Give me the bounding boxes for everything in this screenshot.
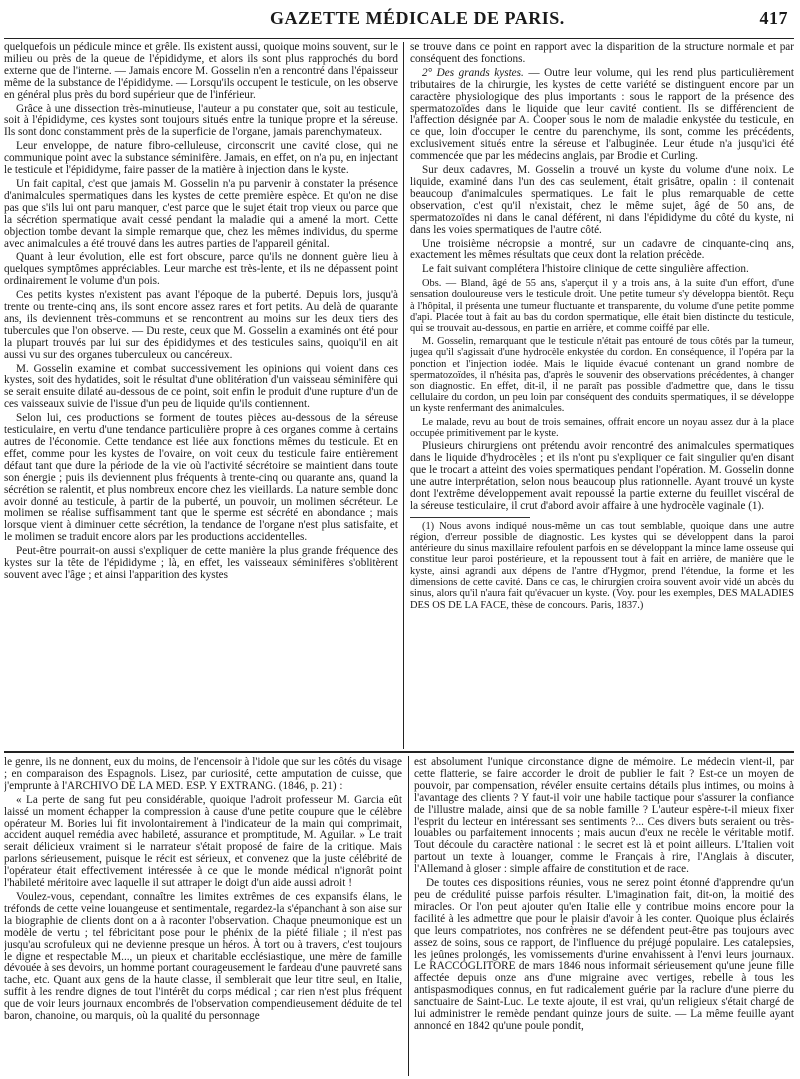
paragraph: Grâce à une dissection très-minutieuse, l'auteur a pu constater que, soit au testicule, soit à l'épididyme, ces kystes sont toujours situés entre la tunique propre et la séreuse. Ils sont donc constamment près de la superficie de l'organe, jamais parenchymateux. xyxy=(4,102,398,139)
header-rule xyxy=(4,38,794,39)
paragraph: Selon lui, ces productions se forment de toutes pièces au-dessous de la séreuse testiculaire, en vertu d'une tendance particulière propre à ces organes comme à certains autres de l'économie. Cette tendance est liée aux fonctions mêmes du testicule. Et en effet, comme pour les kystes de l'ovaire, on voit ceux du testicule faire entièrement défaut tant que dure la période de la vie où l'activité sécrétoire se maintient dans toute son énergie ; puis ils deviennent plus fréquents à trente-cinq ou quarante ans, quand la sécrétion se ralentit, et plus nombreux encore chez les vieillards. La nature semble donc avoir donné au testicule, à partir de la puberté, un pouvoir, un molimen sécréteur. Le molimen se réalise suffisamment tant que le sperme est sécrété en abondance ; mais lorsque vient à diminuer cette sécrétion, la tendance de l'organe n'est plus satisfaite, et le molimen se traduit encore alors par les productions accidentelles. xyxy=(4,412,398,544)
observation-paragraph: Le malade, revu au bout de trois semaines, offrait encore un noyau assez dur à la place occupée primitivement par le kyste. xyxy=(410,416,794,439)
paragraph: le genre, ils ne donnent, eux du moins, de l'encensoir à l'idole que sur les côtés du visage ; en comparaison des Espagnols. Lisez, par curiosité, cette amputation de cuisse, que j'emprunte à l'ARCHIVO DE LA MED. ESP. Y EXTRANG. (1846, p. 21) : xyxy=(4,757,402,792)
observation-paragraph: M. Gosselin, remarquant que le testicule n'était pas entouré de tous côtés par la tumeur, jugea qu'il s'agissait d'une hydrocèle enkystée du cordon. En conséquence, il l'opéra par la ponction et l'injection iodée. Mais le liquide évacué contenant un grand nombre de spermatozoïdes, il n'hésita pas, d'après le souvenir des observations précédentes, à changer son diagnostic. En effet, dit-il, il ne paraît pas possible d'admettre que, dans le tissu cellulaire du cordon, un peu loin par conséquent des conduits spermatiques, il se développe un kyste renfermant des animalcules. xyxy=(410,336,794,415)
paragraph: est absolument l'unique circonstance digne de mémoire. Le médecin vient-il, par cette flatterie, se faire accorder le droit de publier le fait ? Est-ce un moyen de pouvoir, par compensation, révéler ensuite certains détails plus intimes, ou moins à l'avantage des clients ? Y faut-il voir une habile tactique pour s'assurer la confiance de l'illustre malade, ainsi que de sa noble famille ? L'auteur espère-t-il mieux fixer l'esprit du lecteur en intéressant ses sentiments ?... Ces divers buts seraient ou très-louables ou parfaitement innocents ; mais aucun d'eux ne recèle le véritable motif. Tout découle du caractère national : le secret est là et point ailleurs. L'Italien voit partout un texte à louanger, comme le Français à rire, l'Anglais à discuter, l'Allemand à gloser : simple affaire de constitution et de race. xyxy=(414,757,794,876)
paragraph: Voulez-vous, cependant, connaître les limites extrêmes de ces expansifs élans, le tréfonds de cette veine louangeuse et sentimentale, regardez-la s'épanchant à son aise sur la biographie de clients dont on a à raconter l'observation. Chaque pneumonique est un modèle de vertu ; tel fébricitant pose pour le phénix de la piété filiale ; il n'est pas jusqu'au scrofuleux qui ne devienne presque un héros. À tort ou à travers, c'est toujours le digne et respectable M..., un pieux et charitable ecclésiastique, une mère de famille dévouée à ses devoirs, un homme portant courageusement le fardeau d'une pauvreté sans tache, etc. Quant aux gens de la haute classe, il semblerait que leur titre seul, en Italie, suffit à les rendre dignes de tout l'intérêt du corps médical ; car rien n'est plus fréquent que de voir leurs journaux encombrés de l'observation compendieusement déduite de tel baron, chanoine, ou marquis, où la qualité du personnage xyxy=(4,890,402,1023)
paragraph: Sur deux cadavres, M. Gosselin a trouvé un kyste du volume d'une noix. Le liquide, examiné dans l'un des cas seulement, était grisâtre, opalin : il contenait beaucoup d'animalcules spermatiques. Le fait le plus remarquable de cette observation, c'est qu'il n'existait, chez le même sujet, âgé de 50 ans, de spermatozoïdes ni dans le canal déférent, ni dans l'épididyme du côté du kyste, ni dans les voies spermatiques de l'autre côté. xyxy=(410,164,794,236)
feuilleton-right-column xyxy=(414,757,794,1077)
journal-title: GAZETTE MÉDICALE DE PARIS. xyxy=(270,8,565,28)
section-rule xyxy=(4,751,794,753)
footnote: (1) Nous avons indiqué nous-même un cas tout semblable, quoique dans une autre région, d'erreur possible de diagnostic. Les kystes qui se développent dans la paroi antérieure du sinus maxillaire refoulent parfois en se développant la mince lame osseuse qui constitue leur paroi postérieure, et la repoussent tout à fait en arrière, de manière que le kyste, ainsi agrandi aux dépens de l'antre d'Hygmor, prend l'étendue, la forme et les dimensions de cette cavité. Dans ce cas, le chirurgien croira souvent avoir vidé un abcès du sinus, alors qu'il n'aura fait qu'évacuer un kyste. (Voy. pour les exemples, DES MALADIES DES OS DE LA FACE, thèse de concours. Paris, 1837.) xyxy=(410,520,794,611)
feuilleton-left-column xyxy=(4,757,402,1077)
paragraph: Ces petits kystes n'existent pas avant l'époque de la puberté. Depuis lors, jusqu'à trente ou trente-cinq ans, ils sont encore assez rares et fort petits. Au delà de quarante ans, ils deviennent très-communs et se rencontrent au moins sur les deux tiers des tubercules que l'on observe. — Du reste, ceux que M. Gosselin a examinés ont été pour la plupart trouvés par lui sur des épididymes et des testicules sains, quoiqu'il en ait aussi vu sur des organes tuberculeux ou cancéreux. xyxy=(4,289,398,361)
paragraph: Leur enveloppe, de nature fibro-celluleuse, circonscrit une cavité close, qui ne communique point avec la substance séminifère. Jamais, en effet, on n'a pu, en injectant le testicule et l'épididyme, faire passer de la matière à injection dans le kyste. xyxy=(4,140,398,177)
paragraph: Quant à leur évolution, elle est fort obscure, parce qu'ils ne donnent guère lieu à quelques symptômes appréciables. Leur marche est très-lente, et ils ne dépassent point ordinairement le volume d'un pois. xyxy=(4,251,398,288)
right-column xyxy=(410,42,794,749)
paragraph-text: — Outre leur volume, qui les rend plus particulièrement tributaires de la chirurgie, les kystes de cette variété se distinguent encore par un caractère physiologique des plus importants : sous le rapport de la présence des spermatozoïdes dans le liquide que leur cavité contient. Ils se différencient de l'affection désignée par A. Cooper sous le nom de maladie enkystée du testicule, en ce que, loin d'occuper le centre du parenchyme, ils sont, comme les précédents, exclusivement situés entre la séreuse et l'albuginée. Leur étude n'a jusqu'ici été commencée que par les médecins anglais, par Brodie et Curling. xyxy=(410,66,794,163)
paragraph: Le fait suivant complétera l'histoire clinique de cette singulière affection. xyxy=(422,263,749,276)
observation-paragraph: Obs. — Bland, âgé de 55 ans, s'aperçut il y a trois ans, à la suite d'un effort, d'une sensation douloureuse vers le testicule droit. Une petite tumeur s'y développa bientôt. Reçu à l'hôpital, il présenta une tumeur fluctuante et transparente, du volume d'une petite pomme d'api. Placée tout à fait au bas du cordon spermatique, elle était bien distincte du testicule, qui se trouvait au-dessous, en partie en arrière, et comme coiffé par elle. xyxy=(410,278,794,335)
page-number: 417 xyxy=(759,8,788,28)
paragraph: M. Gosselin examine et combat successivement les opinions qui voient dans ces kystes, soit des hydatides, soit le résultat d'une oblitération d'un vaisseau séminifère qui se serait ensuite dilaté au-dessous de ce point, soit enfin le produit d'une rupture d'un de ces vaisseaux suivie de l'issue d'un peu de liquide qu'ils contiennent. xyxy=(4,362,398,411)
footnote-rule xyxy=(410,517,530,518)
paragraph: « La perte de sang fut peu considérable, quoique l'adroit professeur M. Garcia eût laissé un moment échapper la compression à cause d'une petite coupure que le célèbre opérateur M. Bories lui fit involontairement à l'indicateur de la main qui comprimait, accident auquel remédia avec habileté, assurance et promptitude, M. Aguilar. » Le trait serait délicieux vraiment si le narrateur s'était proposé de faire de la critique. Mais parlons sérieusement, puisque le récit est sérieux, et convenez que la juste célébrité de l'opérateur était effectivement intéressée à ce que le monde médical n'ignorât point l'habileté méritoire avec laquelle il sut attraper le doigt d'un aide aussi adroit ! xyxy=(4,793,402,890)
paragraph: Peut-être pourrait-on aussi s'expliquer de cette manière la plus grande fréquence des kystes sur la tête de l'épididyme ; là, en effet, les vaisseaux séminifères s'oblitèrent souvent avec l'âge ; et ainsi l'apparition des kystes xyxy=(4,545,398,581)
paragraph xyxy=(410,68,794,163)
paragraph: Une troisième nécropsie a montré, sur un cadavre de cinquante-cinq ans, exactement les mêmes résultats que ceux dont la relation précède. xyxy=(410,237,794,262)
page-header xyxy=(40,4,790,34)
paragraph: se trouve dans ce point en rapport avec la disparition de la structure normale et par conséquent des fonctions. xyxy=(410,42,794,65)
paragraph: De toutes ces dispositions réunies, vous ne serez point étonné d'apprendre qu'un peu de crédulité puisse parfois résulter. L'imagination fait, dit-on, la moitié des miracles. Or l'on peut ajouter qu'en Italie elle y contribue moins encore pour la facilité à les admettre que pour le plaisir d'avoir à les conter. Quoique plus éclairés que leurs compatriotes, nos confrères ne se défendent peut-être pas toujours avec assez de soins, sous ce rapport, de l'influence du préjugé populaire. Les catalepsies, les jeûnes prolongés, les vomissements d'urine envahissent à l'envi leurs journaux. Le RACCOGLITORE de mars 1846 nous informait sérieusement qu'une jeune fille affectée depuis onze ans d'une migraine avec vertiges, rebelle à tous les antispasmodiques connus, en fut radicalement guérie par la raclure d'une pierre du sanctuaire de Saint-Luc. Le texte ajoute, il est vrai, qu'un religieux s'était chargé de lui administrer le remède pendant quinze jours de suite. — La même feuille ayant annoncé en 1842 qu'une poule pondit, xyxy=(414,877,794,1032)
paragraph: Plusieurs chirurgiens ont prétendu avoir rencontré des animalcules spermatiques dans le liquide d'hydrocèles ; et ils n'ont pu s'expliquer ce fait singulier qu'en disant que le trocart a atteint des voies spermatiques pendant l'opération. M. Gosselin donne une autre interprétation, selon nous beaucoup plus rationnelle. Ayant trouvé un kyste dont l'extrême développement avait repoussé la partie externe du feuillet viscéral de la séreuse testiculaire, il crut d'abord avoir affaire à une hydrocèle vaginale (1). xyxy=(410,440,794,512)
left-column xyxy=(4,42,398,749)
paragraph: quelquefois un pédicule mince et grêle. Ils existent aussi, quoique moins souvent, sur le milieu ou près de la queue de l'épididyme, et alors ils sont plus rapprochés du bord externe que de l'interne. — Jamais encore M. Gosselin n'en a rencontré dans l'épaisseur même de la substance de l'épididyme. — Lorsqu'ils occupent le testicule, on les observe en général plus près du bord supérieur que de l'inférieur. xyxy=(4,42,398,101)
column-divider-top xyxy=(403,42,404,749)
section-heading: 2° Des grands kystes. xyxy=(422,66,524,79)
column-divider-bottom xyxy=(408,756,409,1076)
paragraph: Un fait capital, c'est que jamais M. Gosselin n'a pu parvenir à constater la présence d'animalcules spermatiques dans les kystes de cette première espèce. Et qu'on ne dise pas que s'ils lui ont paru manquer, c'est parce que le sujet était trop vieux ou parce que la sécrétion spermatique avait cessé pendant la maladie qui a amené la mort. Cette objection tombe devant la simple remarque que, chez les mêmes individus, du sperme avec animalcules a été trouvé dans les autres parties de l'appareil génital. xyxy=(4,177,398,250)
